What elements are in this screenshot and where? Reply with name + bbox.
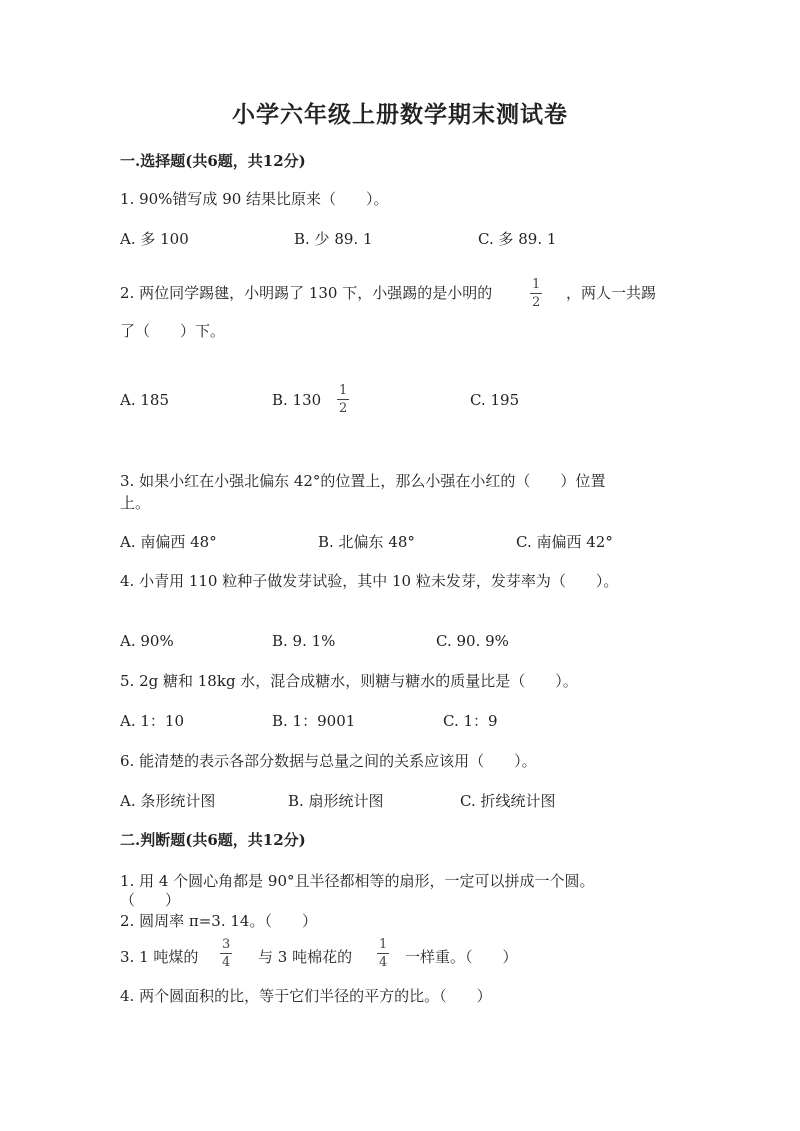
question-1-2-part-a: 2. 两位同学踢毽，小明踢了 130 下，小强踢的是小明的 [120, 284, 493, 302]
fraction-denominator: 4 [222, 955, 231, 970]
fraction-numerator: 3 [222, 937, 231, 952]
option-1-2-a: A. 185 [120, 391, 169, 409]
option-1-3-b: B. 北偏东 48° [318, 533, 415, 551]
fraction [220, 938, 232, 969]
option-1-1-a: A. 多 100 [120, 230, 189, 248]
option-1-4-b: B. 9. 1% [272, 632, 336, 650]
fraction [377, 938, 389, 969]
section-heading-judgement: 二.判断题(共6题，共12分) [120, 831, 306, 849]
option-1-2-b: B. 130 [272, 391, 322, 409]
question-2-2: 2. 圆周率 π=3. 14。（ ） [120, 912, 317, 930]
question-1-3-part-a: 3. 如果小红在小强北偏东 42°的位置上，那么小强在小红的（ ）位置 [120, 472, 606, 490]
option-1-6-c: C. 折线统计图 [460, 792, 556, 810]
option-1-6-b: B. 扇形统计图 [288, 792, 384, 810]
fraction [530, 278, 542, 309]
fraction-denominator: 4 [379, 955, 388, 970]
question-1-5: 5. 2g 糖和 18kg 水，混合成糖水，则糖与糖水的质量比是（ ）。 [120, 672, 578, 690]
option-1-1-c: C. 多 89. 1 [478, 230, 557, 248]
question-2-3-part-b: 与 3 吨棉花的 [258, 948, 353, 966]
question-1-2-part-c: 了（ ）下。 [120, 322, 226, 340]
question-2-4: 4. 两个圆面积的比，等于它们半径的平方的比。（ ） [120, 987, 492, 1005]
page-title: 小学六年级上册数学期末测试卷 [232, 101, 568, 128]
question-2-1-part-a: 1. 用 4 个圆心角都是 90°且半径都相等的扇形，一定可以拼成一个圆。 [120, 872, 595, 890]
fraction [337, 384, 349, 415]
section-heading-choice: 一.选择题(共6题，共12分) [120, 152, 306, 170]
option-1-4-a: A. 90% [120, 632, 174, 650]
option-1-5-b: B. 1：9001 [272, 712, 356, 730]
option-1-5-c: C. 1：9 [443, 712, 498, 730]
question-1-4: 4. 小青用 110 粒种子做发芽试验，其中 10 粒未发芽，发芽率为（ ）。 [120, 572, 619, 590]
question-2-3-part-a: 3. 1 吨煤的 [120, 948, 199, 966]
option-1-4-c: C. 90. 9% [436, 632, 509, 650]
fraction-denominator: 2 [532, 295, 541, 310]
fraction-numerator: 1 [339, 383, 348, 398]
question-2-3-part-c: 一样重。（ ） [405, 948, 518, 966]
question-1-2-part-b: ，两人一共踢 [566, 284, 657, 302]
fraction-denominator: 2 [339, 401, 348, 416]
question-1-1: 1. 90%错写成 90 结果比原来（ ）。 [120, 190, 389, 208]
option-1-6-a: A. 条形统计图 [120, 792, 216, 810]
option-1-3-a: A. 南偏西 48° [120, 533, 217, 551]
question-1-3-part-b: 上。 [120, 494, 151, 512]
option-1-2-c: C. 195 [470, 391, 520, 409]
fraction-numerator: 1 [379, 937, 388, 952]
option-1-3-c: C. 南偏西 42° [516, 533, 613, 551]
question-1-6: 6. 能清楚的表示各部分数据与总量之间的关系应该用（ ）。 [120, 752, 537, 770]
option-1-5-a: A. 1：10 [120, 712, 184, 730]
question-2-1-part-b: （ ） [120, 891, 181, 909]
option-1-1-b: B. 少 89. 1 [294, 230, 373, 248]
fraction-numerator: 1 [532, 277, 541, 292]
